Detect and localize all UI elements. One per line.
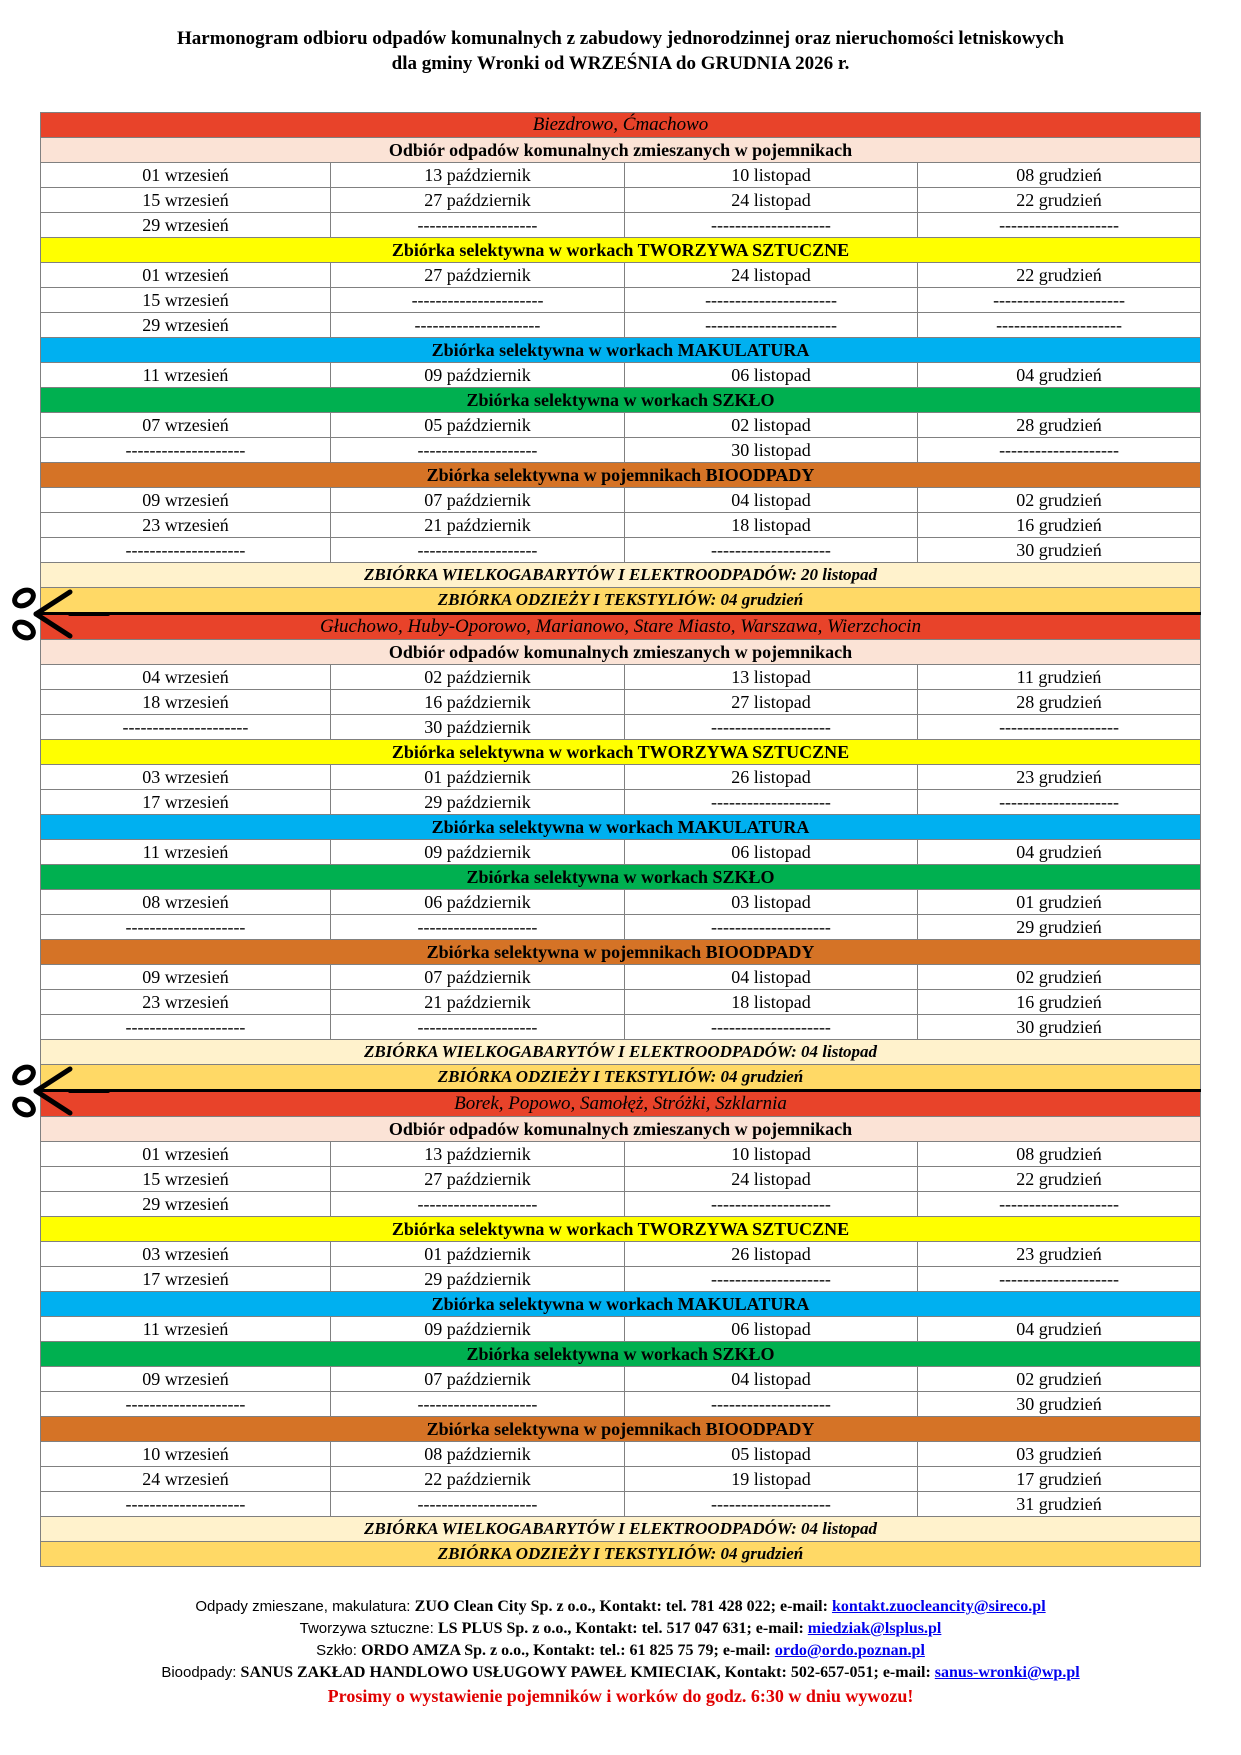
waste-type-title: Zbiórka selektywna w workach MAKULATURA <box>41 338 1201 363</box>
date-cell: 17 wrzesień <box>41 790 331 815</box>
date-cell: 01 wrzesień <box>41 263 331 288</box>
date-cell: 01 październik <box>331 765 625 790</box>
date-cell: 16 grudzień <box>918 513 1201 538</box>
collection-schedule-table <box>40 112 1201 1567</box>
date-cell: 02 grudzień <box>918 965 1201 990</box>
date-cell: -------------------- <box>331 1015 625 1040</box>
waste-type-header-plastic <box>41 1217 1201 1242</box>
bulky-waste-note <box>41 563 1201 588</box>
date-cell: 09 wrzesień <box>41 965 331 990</box>
date-cell: 21 październik <box>331 513 625 538</box>
date-cell: 21 październik <box>331 990 625 1015</box>
date-cell: 29 grudzień <box>918 915 1201 940</box>
date-cell: -------------------- <box>331 915 625 940</box>
date-row <box>41 513 1201 538</box>
waste-type-header-mixed <box>41 1117 1201 1142</box>
date-cell: 27 październik <box>331 1167 625 1192</box>
date-cell: 06 październik <box>331 890 625 915</box>
date-row <box>41 790 1201 815</box>
contact-line <box>0 1618 1241 1640</box>
date-cell: 01 wrzesień <box>41 1142 331 1167</box>
date-cell: -------------------- <box>918 438 1201 463</box>
date-cell: 24 listopad <box>625 1167 918 1192</box>
date-cell: 17 grudzień <box>918 1467 1201 1492</box>
waste-type-title: Odbiór odpadów komunalnych zmieszanych w pojemnikach <box>41 640 1201 665</box>
waste-type-title: Zbiórka selektywna w workach SZKŁO <box>41 388 1201 413</box>
pickup-notice: Prosimy o wystawienie pojemników i worków do godz. 6:30 w dniu wywozu! <box>327 1686 914 1706</box>
date-cell: 08 grudzień <box>918 1142 1201 1167</box>
date-cell: 02 grudzień <box>918 488 1201 513</box>
textiles-text: ZBIÓRKA ODZIEŻY I TEKSTYLIÓW: 04 grudzień <box>41 588 1201 614</box>
date-cell: 07 październik <box>331 1367 625 1392</box>
contact-label: Szkło: <box>316 1642 362 1659</box>
date-row <box>41 1142 1201 1167</box>
date-cell: 04 listopad <box>625 1367 918 1392</box>
contact-email-link[interactable]: ordo@ordo.poznan.pl <box>774 1642 925 1659</box>
date-cell: -------------------- <box>625 915 918 940</box>
location-name: Głuchowo, Huby-Oporowo, Marianowo, Stare Miasto, Warszawa, Wierzchocin <box>41 614 1201 640</box>
date-cell: 08 październik <box>331 1442 625 1467</box>
waste-type-title: Odbiór odpadów komunalnych zmieszanych w pojemnikach <box>41 138 1201 163</box>
date-row <box>41 1467 1201 1492</box>
date-cell: 01 wrzesień <box>41 163 331 188</box>
date-cell: --------------------- <box>41 715 331 740</box>
contact-company: LS PLUS Sp. z o.o., Kontakt: tel. 517 047 631; e-mail: <box>438 1620 808 1637</box>
date-row <box>41 488 1201 513</box>
date-cell: 26 listopad <box>625 765 918 790</box>
date-cell: 30 grudzień <box>918 538 1201 563</box>
waste-type-header-bio <box>41 463 1201 488</box>
waste-type-title: Odbiór odpadów komunalnych zmieszanych w pojemnikach <box>41 1117 1201 1142</box>
date-cell: 18 listopad <box>625 990 918 1015</box>
date-row <box>41 840 1201 865</box>
date-cell: 05 październik <box>331 413 625 438</box>
bulky-waste-text: ZBIÓRKA WIELKOGABARYTÓW I ELEKTROODPADÓW: 04 listopad <box>41 1517 1201 1542</box>
date-cell: 23 grudzień <box>918 1242 1201 1267</box>
date-row <box>41 890 1201 915</box>
date-cell: 03 wrzesień <box>41 1242 331 1267</box>
waste-type-header-glass <box>41 1342 1201 1367</box>
title-line-1: Harmonogram odbioru odpadów komunalnych z zabudowy jednorodzinnej oraz nieruchomości letniskowych <box>177 28 1064 49</box>
waste-type-title: Zbiórka selektywna w workach SZKŁO <box>41 1342 1201 1367</box>
location-name: Biezdrowo, Ćmachowo <box>41 113 1201 138</box>
waste-type-header-plastic <box>41 740 1201 765</box>
date-row <box>41 1267 1201 1292</box>
date-cell: 07 październik <box>331 488 625 513</box>
document-title <box>0 26 1241 76</box>
date-cell: 29 wrzesień <box>41 213 331 238</box>
date-cell: 03 grudzień <box>918 1442 1201 1467</box>
waste-type-header-plastic <box>41 238 1201 263</box>
waste-type-header-bio <box>41 940 1201 965</box>
waste-type-header-glass <box>41 865 1201 890</box>
waste-type-title: Zbiórka selektywna w workach SZKŁO <box>41 865 1201 890</box>
date-row <box>41 715 1201 740</box>
date-cell: -------------------- <box>625 1015 918 1040</box>
date-cell: ---------------------- <box>918 288 1201 313</box>
date-cell: 01 grudzień <box>918 890 1201 915</box>
contact-label: Tworzywa sztuczne: <box>299 1620 438 1637</box>
date-cell: 29 wrzesień <box>41 313 331 338</box>
date-row <box>41 288 1201 313</box>
date-cell: 13 październik <box>331 163 625 188</box>
contact-email-link[interactable]: sanus-wronki@wp.pl <box>934 1664 1080 1681</box>
date-row <box>41 313 1201 338</box>
waste-type-header-paper <box>41 815 1201 840</box>
date-cell: 08 wrzesień <box>41 890 331 915</box>
waste-type-title: Zbiórka selektywna w pojemnikach BIOODPADY <box>41 463 1201 488</box>
date-cell: -------------------- <box>918 1267 1201 1292</box>
waste-type-header-glass <box>41 388 1201 413</box>
date-cell: 29 październik <box>331 790 625 815</box>
date-cell: 22 grudzień <box>918 1167 1201 1192</box>
date-cell: 09 październik <box>331 840 625 865</box>
textiles-note <box>41 1065 1201 1091</box>
date-cell: -------------------- <box>918 790 1201 815</box>
date-cell: 09 wrzesień <box>41 1367 331 1392</box>
date-cell: 16 październik <box>331 690 625 715</box>
contact-label: Bioodpady: <box>161 1664 241 1681</box>
bulky-waste-text: ZBIÓRKA WIELKOGABARYTÓW I ELEKTROODPADÓW: 20 listopad <box>41 563 1201 588</box>
date-cell: 05 listopad <box>625 1442 918 1467</box>
textiles-note <box>41 588 1201 614</box>
date-cell: -------------------- <box>331 1192 625 1217</box>
date-cell: -------------------- <box>331 1392 625 1417</box>
date-cell: ---------------------- <box>331 288 625 313</box>
date-cell: -------------------- <box>918 213 1201 238</box>
date-row <box>41 363 1201 388</box>
location-header <box>41 1091 1201 1117</box>
date-cell: 27 październik <box>331 188 625 213</box>
contact-email-link[interactable]: miedziak@lsplus.pl <box>807 1620 942 1637</box>
waste-type-title: Zbiórka selektywna w pojemnikach BIOODPADY <box>41 940 1201 965</box>
date-cell: 29 październik <box>331 1267 625 1292</box>
date-cell: -------------------- <box>41 538 331 563</box>
date-row <box>41 915 1201 940</box>
date-cell: 30 październik <box>331 715 625 740</box>
date-cell: 31 grudzień <box>918 1492 1201 1517</box>
textiles-text: ZBIÓRKA ODZIEŻY I TEKSTYLIÓW: 04 grudzień <box>41 1542 1201 1567</box>
date-cell: --------------------- <box>918 313 1201 338</box>
date-cell: 08 grudzień <box>918 163 1201 188</box>
date-cell: 07 wrzesień <box>41 413 331 438</box>
contact-line <box>0 1640 1241 1662</box>
waste-type-header-bio <box>41 1417 1201 1442</box>
date-cell: --------------------- <box>331 313 625 338</box>
date-cell: 04 listopad <box>625 965 918 990</box>
location-name: Borek, Popowo, Samołęż, Stróżki, Szklarnia <box>41 1091 1201 1117</box>
date-cell: -------------------- <box>625 790 918 815</box>
date-cell: 11 wrzesień <box>41 840 331 865</box>
textiles-note <box>41 1542 1201 1567</box>
date-cell: 04 wrzesień <box>41 665 331 690</box>
contact-company: SANUS ZAKŁAD HANDLOWO USŁUGOWY PAWEŁ KMIECIAK, Kontakt: 502-657-051; e-mail: <box>240 1664 935 1681</box>
date-cell: 07 październik <box>331 965 625 990</box>
footer <box>0 1596 1241 1708</box>
date-cell: ---------------------- <box>625 313 918 338</box>
date-cell: 11 grudzień <box>918 665 1201 690</box>
date-row <box>41 765 1201 790</box>
date-cell: -------------------- <box>41 1015 331 1040</box>
bulky-waste-note <box>41 1517 1201 1542</box>
date-row <box>41 1242 1201 1267</box>
date-cell: 06 listopad <box>625 1317 918 1342</box>
waste-type-header-paper <box>41 338 1201 363</box>
contact-label: Odpady zmieszane, makulatura: <box>195 1598 415 1615</box>
contact-line <box>0 1596 1241 1618</box>
date-cell: 22 październik <box>331 1467 625 1492</box>
waste-type-header-mixed <box>41 640 1201 665</box>
title-line-2: dla gminy Wronki od WRZEŚNIA do GRUDNIA 2026 r. <box>391 53 850 74</box>
location-header <box>41 614 1201 640</box>
date-cell: 10 wrzesień <box>41 1442 331 1467</box>
date-cell: -------------------- <box>331 438 625 463</box>
date-cell: 24 wrzesień <box>41 1467 331 1492</box>
date-cell: 01 październik <box>331 1242 625 1267</box>
date-row <box>41 1367 1201 1392</box>
date-row <box>41 990 1201 1015</box>
date-cell: 11 wrzesień <box>41 1317 331 1342</box>
date-cell: 09 październik <box>331 1317 625 1342</box>
date-cell: 15 wrzesień <box>41 288 331 313</box>
date-cell: 02 październik <box>331 665 625 690</box>
date-cell: -------------------- <box>918 715 1201 740</box>
date-cell: 15 wrzesień <box>41 1167 331 1192</box>
date-cell: -------------------- <box>41 1492 331 1517</box>
date-cell: 24 listopad <box>625 188 918 213</box>
date-row <box>41 690 1201 715</box>
date-cell: 16 grudzień <box>918 990 1201 1015</box>
date-cell: -------------------- <box>625 1392 918 1417</box>
date-row <box>41 1167 1201 1192</box>
contact-line <box>0 1662 1241 1684</box>
date-cell: 06 listopad <box>625 840 918 865</box>
date-row <box>41 263 1201 288</box>
date-cell: 22 grudzień <box>918 263 1201 288</box>
date-row <box>41 438 1201 463</box>
date-cell: 30 grudzień <box>918 1015 1201 1040</box>
date-row <box>41 1015 1201 1040</box>
date-cell: -------------------- <box>625 1492 918 1517</box>
waste-type-title: Zbiórka selektywna w workach TWORZYWA SZTUCZNE <box>41 238 1201 263</box>
date-cell: 23 wrzesień <box>41 990 331 1015</box>
date-cell: 03 listopad <box>625 890 918 915</box>
date-cell: 30 listopad <box>625 438 918 463</box>
contact-company: ORDO AMZA Sp. z o.o., Kontakt: tel.: 61 825 75 79; e-mail: <box>361 1642 775 1659</box>
waste-type-title: Zbiórka selektywna w workach MAKULATURA <box>41 1292 1201 1317</box>
date-cell: 28 grudzień <box>918 690 1201 715</box>
date-row <box>41 163 1201 188</box>
date-cell: 18 listopad <box>625 513 918 538</box>
date-row <box>41 188 1201 213</box>
date-cell: 09 wrzesień <box>41 488 331 513</box>
date-cell: 10 listopad <box>625 1142 918 1167</box>
date-cell: -------------------- <box>625 1192 918 1217</box>
waste-type-title: Zbiórka selektywna w workach TWORZYWA SZTUCZNE <box>41 740 1201 765</box>
date-row <box>41 1392 1201 1417</box>
date-row <box>41 1442 1201 1467</box>
date-cell: 11 wrzesień <box>41 363 331 388</box>
date-cell: -------------------- <box>625 213 918 238</box>
date-cell: 04 grudzień <box>918 363 1201 388</box>
date-cell: -------------------- <box>41 438 331 463</box>
waste-type-title: Zbiórka selektywna w workach TWORZYWA SZTUCZNE <box>41 1217 1201 1242</box>
date-cell: 28 grudzień <box>918 413 1201 438</box>
date-row <box>41 213 1201 238</box>
date-cell: 29 wrzesień <box>41 1192 331 1217</box>
bulky-waste-note <box>41 1040 1201 1065</box>
date-cell: 24 listopad <box>625 263 918 288</box>
date-cell: -------------------- <box>41 1392 331 1417</box>
contact-list <box>0 1596 1241 1684</box>
date-cell: 22 grudzień <box>918 188 1201 213</box>
date-cell: 30 grudzień <box>918 1392 1201 1417</box>
date-cell: 18 wrzesień <box>41 690 331 715</box>
waste-type-title: Zbiórka selektywna w pojemnikach BIOODPADY <box>41 1417 1201 1442</box>
date-cell: -------------------- <box>625 715 918 740</box>
waste-type-header-mixed <box>41 138 1201 163</box>
date-cell: 17 wrzesień <box>41 1267 331 1292</box>
date-cell: 09 październik <box>331 363 625 388</box>
date-row <box>41 1192 1201 1217</box>
date-cell: 10 listopad <box>625 163 918 188</box>
date-cell: 04 grudzień <box>918 1317 1201 1342</box>
date-row <box>41 1317 1201 1342</box>
date-cell: 27 listopad <box>625 690 918 715</box>
contact-company: ZUO Clean City Sp. z o.o., Kontakt: tel. 781 428 022; e-mail: <box>414 1598 832 1615</box>
location-header <box>41 113 1201 138</box>
date-row <box>41 665 1201 690</box>
date-cell: 26 listopad <box>625 1242 918 1267</box>
date-cell: -------------------- <box>41 915 331 940</box>
date-cell: 13 październik <box>331 1142 625 1167</box>
bulky-waste-text: ZBIÓRKA WIELKOGABARYTÓW I ELEKTROODPADÓW: 04 listopad <box>41 1040 1201 1065</box>
date-cell: 02 listopad <box>625 413 918 438</box>
date-cell: ---------------------- <box>625 288 918 313</box>
date-cell: -------------------- <box>331 1492 625 1517</box>
date-cell: -------------------- <box>331 538 625 563</box>
date-cell: 15 wrzesień <box>41 188 331 213</box>
textiles-text: ZBIÓRKA ODZIEŻY I TEKSTYLIÓW: 04 grudzień <box>41 1065 1201 1091</box>
date-cell: -------------------- <box>625 1267 918 1292</box>
scissors-icon <box>10 1063 110 1119</box>
contact-email-link[interactable]: kontakt.zuocleancity@sireco.pl <box>831 1598 1046 1615</box>
date-row <box>41 965 1201 990</box>
date-cell: 02 grudzień <box>918 1367 1201 1392</box>
waste-type-title: Zbiórka selektywna w workach MAKULATURA <box>41 815 1201 840</box>
date-row <box>41 538 1201 563</box>
date-row <box>41 1492 1201 1517</box>
date-cell: 04 grudzień <box>918 840 1201 865</box>
date-cell: 23 wrzesień <box>41 513 331 538</box>
date-cell: -------------------- <box>331 213 625 238</box>
waste-type-header-paper <box>41 1292 1201 1317</box>
date-cell: 03 wrzesień <box>41 765 331 790</box>
date-cell: 19 listopad <box>625 1467 918 1492</box>
date-row <box>41 413 1201 438</box>
scissors-icon <box>10 586 110 642</box>
date-cell: -------------------- <box>625 538 918 563</box>
date-cell: 23 grudzień <box>918 765 1201 790</box>
date-cell: 06 listopad <box>625 363 918 388</box>
date-cell: 27 październik <box>331 263 625 288</box>
date-cell: -------------------- <box>918 1192 1201 1217</box>
date-cell: 04 listopad <box>625 488 918 513</box>
date-cell: 13 listopad <box>625 665 918 690</box>
